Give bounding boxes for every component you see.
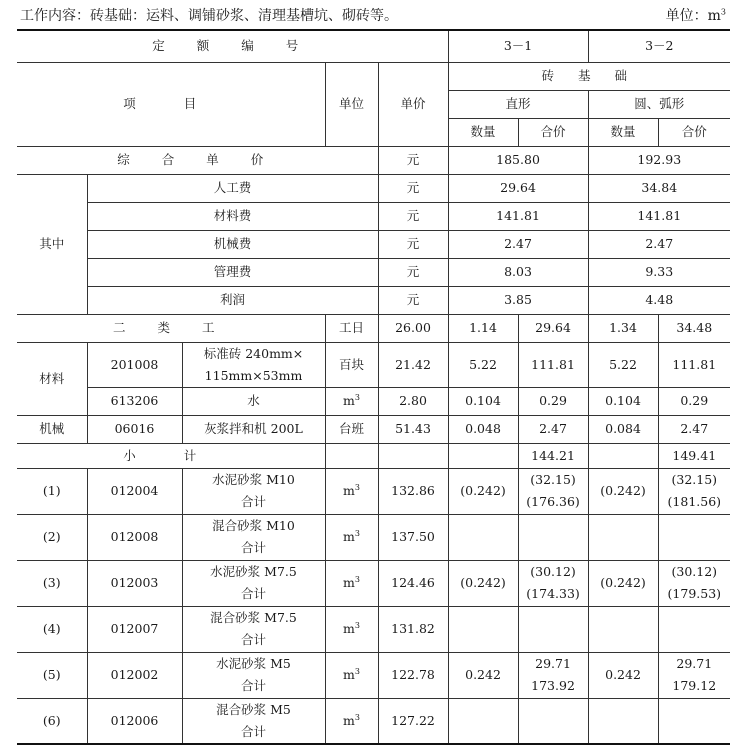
- mortar-amount-a: [518, 698, 588, 744]
- mortar-qty-b: (0.242): [588, 468, 658, 514]
- material-price: 21.42: [378, 342, 448, 387]
- among-b-1: 141.81: [588, 202, 730, 230]
- item-label: 项 目: [17, 62, 325, 146]
- mortar-name-line1: 水泥砂浆 M10: [212, 472, 295, 487]
- machine-qty-b: 0.084: [588, 415, 658, 443]
- quota-code-row: [17, 30, 730, 62]
- composite-b: 192.93: [588, 146, 730, 174]
- mortar-total-label: 合计: [240, 723, 266, 739]
- mortar-price: 122.78: [378, 652, 448, 698]
- sub-header-straight: 直形: [448, 90, 588, 118]
- labor-qty-a: 1.14: [448, 314, 518, 342]
- price-col-header: 单价: [378, 62, 448, 146]
- mortar-idx: (2): [17, 514, 87, 560]
- mortar-amount-a: (30.12) (174.33): [518, 560, 588, 606]
- among-row: [17, 202, 730, 230]
- machine-row: [17, 415, 730, 443]
- mortar-name: [182, 698, 325, 744]
- subtotal-a: 144.21: [518, 443, 588, 468]
- unit-label-text: 单位：m: [665, 8, 721, 24]
- sub-header-arc: 圆、弧形: [588, 90, 730, 118]
- mortar-qty-b: 0.242: [588, 652, 658, 698]
- quota-table: [17, 29, 730, 745]
- mortar-unit: $m^3$: [325, 652, 378, 698]
- mortar-idx: (3): [17, 560, 87, 606]
- mortar-qty-a: (0.242): [448, 468, 518, 514]
- among-label-4: 利润: [87, 286, 378, 314]
- mortar-qty-a: [448, 514, 518, 560]
- mortar-amount-b: [658, 514, 730, 560]
- mortar-price: 127.22: [378, 698, 448, 744]
- mortar-row: [17, 468, 730, 514]
- mortar-amount-b: 29.71 179.12: [658, 652, 730, 698]
- mortar-unit: $m^3$: [325, 698, 378, 744]
- header-row-1: [17, 62, 730, 90]
- unit-label: [666, 6, 726, 26]
- subtotal-unit: [325, 443, 378, 468]
- among-label-0: 人工费: [87, 174, 378, 202]
- unit-col-header: 单位: [325, 62, 378, 146]
- material-qty-a: 0.104: [448, 387, 518, 415]
- machine-label: 机械: [17, 415, 87, 443]
- mortar-row: [17, 514, 730, 560]
- mortar-qty-a: (0.242): [448, 560, 518, 606]
- mortar-price: 131.82: [378, 606, 448, 652]
- material-code: 201008: [87, 342, 182, 387]
- amount-header-b: 合价: [658, 118, 730, 146]
- material-price: 2.80: [378, 387, 448, 415]
- mortar-name: [182, 560, 325, 606]
- mortar-idx: (6): [17, 698, 87, 744]
- mortar-row: [17, 560, 730, 606]
- subtotal-row: [17, 443, 730, 468]
- mortar-amount-a: 29.71 173.92: [518, 652, 588, 698]
- mortar-qty-a: 0.242: [448, 652, 518, 698]
- subtotal-label: 小 计: [17, 443, 325, 468]
- among-row: [17, 258, 730, 286]
- material-row: [17, 387, 730, 415]
- mortar-qty-b: [588, 698, 658, 744]
- material-code: 613206: [87, 387, 182, 415]
- mortar-total-label: 合计: [240, 586, 266, 601]
- labor-qty-b: 1.34: [588, 314, 658, 342]
- machine-code: 06016: [87, 415, 182, 443]
- among-label-1: 材料费: [87, 202, 378, 230]
- among-b-2: 2.47: [588, 230, 730, 258]
- among-a-3: 8.03: [448, 258, 588, 286]
- material-name-line1: 标准砖 240mm×: [203, 345, 304, 361]
- composite-unit: 元: [378, 146, 448, 174]
- material-unit: $m^3$: [325, 387, 378, 415]
- material-qty-b: 0.104: [588, 387, 658, 415]
- work-content-text: 工作内容：砖基础：运料、调铺砂浆、清理基槽坑、砌砖等。: [20, 8, 398, 24]
- mortar-unit: $m^3$: [325, 560, 378, 606]
- mortar-amount-a: (32.15) (176.36): [518, 468, 588, 514]
- mortar-name-line1: 水泥砂浆 M7.5: [210, 564, 297, 579]
- mortar-qty-b: [588, 514, 658, 560]
- subtotal-qty-b: [588, 443, 658, 468]
- among-b-0: 34.84: [588, 174, 730, 202]
- machine-unit: 台班: [325, 415, 378, 443]
- mortar-name: [182, 514, 325, 560]
- among-unit-4: 元: [378, 286, 448, 314]
- mortar-unit: $m^3$: [325, 514, 378, 560]
- mortar-unit: $m^3$: [325, 468, 378, 514]
- labor-price: 26.00: [378, 314, 448, 342]
- mortar-code: 012008: [87, 514, 182, 560]
- labor-amount-a: 29.64: [518, 314, 588, 342]
- mortar-name-line1: 水泥砂浆 M5: [216, 656, 291, 671]
- machine-amount-b: 2.47: [658, 415, 730, 443]
- among-a-1: 141.81: [448, 202, 588, 230]
- mortar-name-line1: 混合砂浆 M7.5: [210, 610, 297, 625]
- mortar-qty-a: [448, 698, 518, 744]
- among-unit-0: 元: [378, 174, 448, 202]
- mortar-name-line1: 混合砂浆 M10: [212, 518, 295, 533]
- material-amount-b: 111.81: [658, 342, 730, 387]
- among-label: 其中: [17, 174, 87, 314]
- mortar-code: 012007: [87, 606, 182, 652]
- mortar-name: [182, 606, 325, 652]
- among-unit-2: 元: [378, 230, 448, 258]
- mortar-amount-b: [658, 606, 730, 652]
- mortar-qty-b: (0.242): [588, 560, 658, 606]
- material-amount-a: 0.29: [518, 387, 588, 415]
- material-name: [182, 342, 325, 387]
- mortar-unit: $m^3$: [325, 606, 378, 652]
- material-qty-a: 5.22: [448, 342, 518, 387]
- quota-no-label: 定 额 编 号: [17, 30, 448, 62]
- mortar-idx: (1): [17, 468, 87, 514]
- labor-row: [17, 314, 730, 342]
- qty-header-a: 数量: [448, 118, 518, 146]
- machine-amount-a: 2.47: [518, 415, 588, 443]
- mortar-amount-b: (30.12) (179.53): [658, 560, 730, 606]
- material-qty-b: 5.22: [588, 342, 658, 387]
- mortar-name: [182, 468, 325, 514]
- mortar-idx: (5): [17, 652, 87, 698]
- mortar-row: [17, 652, 730, 698]
- among-label-3: 管理费: [87, 258, 378, 286]
- composite-label: 综 合 单 价: [17, 146, 378, 174]
- among-a-0: 29.64: [448, 174, 588, 202]
- subtotal-price: [378, 443, 448, 468]
- material-row: [17, 342, 730, 387]
- among-unit-1: 元: [378, 202, 448, 230]
- qty-header-b: 数量: [588, 118, 658, 146]
- mortar-qty-a: [448, 606, 518, 652]
- machine-name: 灰浆拌和机 200L: [182, 415, 325, 443]
- mortar-amount-b: (32.15) (181.56): [658, 468, 730, 514]
- mortar-name: [182, 652, 325, 698]
- mortar-total-label: 合计: [240, 678, 266, 693]
- page-header: [20, 6, 726, 26]
- mortar-total-label: 合计: [240, 494, 266, 509]
- unit-label-sup: 3: [720, 7, 726, 17]
- mortar-price: 137.50: [378, 514, 448, 560]
- labor-label: 二 类 工: [17, 314, 325, 342]
- mortar-qty-b: [588, 606, 658, 652]
- mortar-row: [17, 698, 730, 744]
- subtotal-b: 149.41: [658, 443, 730, 468]
- mortar-name-line1: 混合砂浆 M5: [216, 701, 291, 717]
- composite-row: [17, 146, 730, 174]
- labor-amount-b: 34.48: [658, 314, 730, 342]
- material-label: 材料: [17, 342, 87, 415]
- material-unit: 百块: [325, 342, 378, 387]
- composite-a: 185.80: [448, 146, 588, 174]
- among-a-2: 2.47: [448, 230, 588, 258]
- among-unit-3: 元: [378, 258, 448, 286]
- mortar-row: [17, 606, 730, 652]
- among-b-4: 4.48: [588, 286, 730, 314]
- mortar-amount-b: [658, 698, 730, 744]
- mortar-amount-a: [518, 514, 588, 560]
- mortar-code: 012002: [87, 652, 182, 698]
- among-row: [17, 230, 730, 258]
- mortar-code: 012006: [87, 698, 182, 744]
- amount-header-a: 合价: [518, 118, 588, 146]
- material-name: 水: [182, 387, 325, 415]
- mortar-code: 012003: [87, 560, 182, 606]
- among-b-3: 9.33: [588, 258, 730, 286]
- among-row: [17, 286, 730, 314]
- among-a-4: 3.85: [448, 286, 588, 314]
- among-row: [17, 174, 730, 202]
- mortar-total-label: 合计: [240, 540, 266, 555]
- machine-price: 51.43: [378, 415, 448, 443]
- among-label-2: 机械费: [87, 230, 378, 258]
- group-title: 砖 基 础: [448, 62, 730, 90]
- labor-unit: 工日: [325, 314, 378, 342]
- subtotal-qty-a: [448, 443, 518, 468]
- mortar-amount-a: [518, 606, 588, 652]
- mortar-price: 132.86: [378, 468, 448, 514]
- material-amount-a: 111.81: [518, 342, 588, 387]
- material-amount-b: 0.29: [658, 387, 730, 415]
- mortar-price: 124.46: [378, 560, 448, 606]
- material-name-line2: 115mm×53mm: [204, 367, 303, 383]
- mortar-total-label: 合计: [240, 632, 266, 647]
- quota-code-a: 3－1: [448, 30, 588, 62]
- machine-qty-a: 0.048: [448, 415, 518, 443]
- mortar-idx: (4): [17, 606, 87, 652]
- mortar-code: 012004: [87, 468, 182, 514]
- quota-code-b: 3－2: [588, 30, 730, 62]
